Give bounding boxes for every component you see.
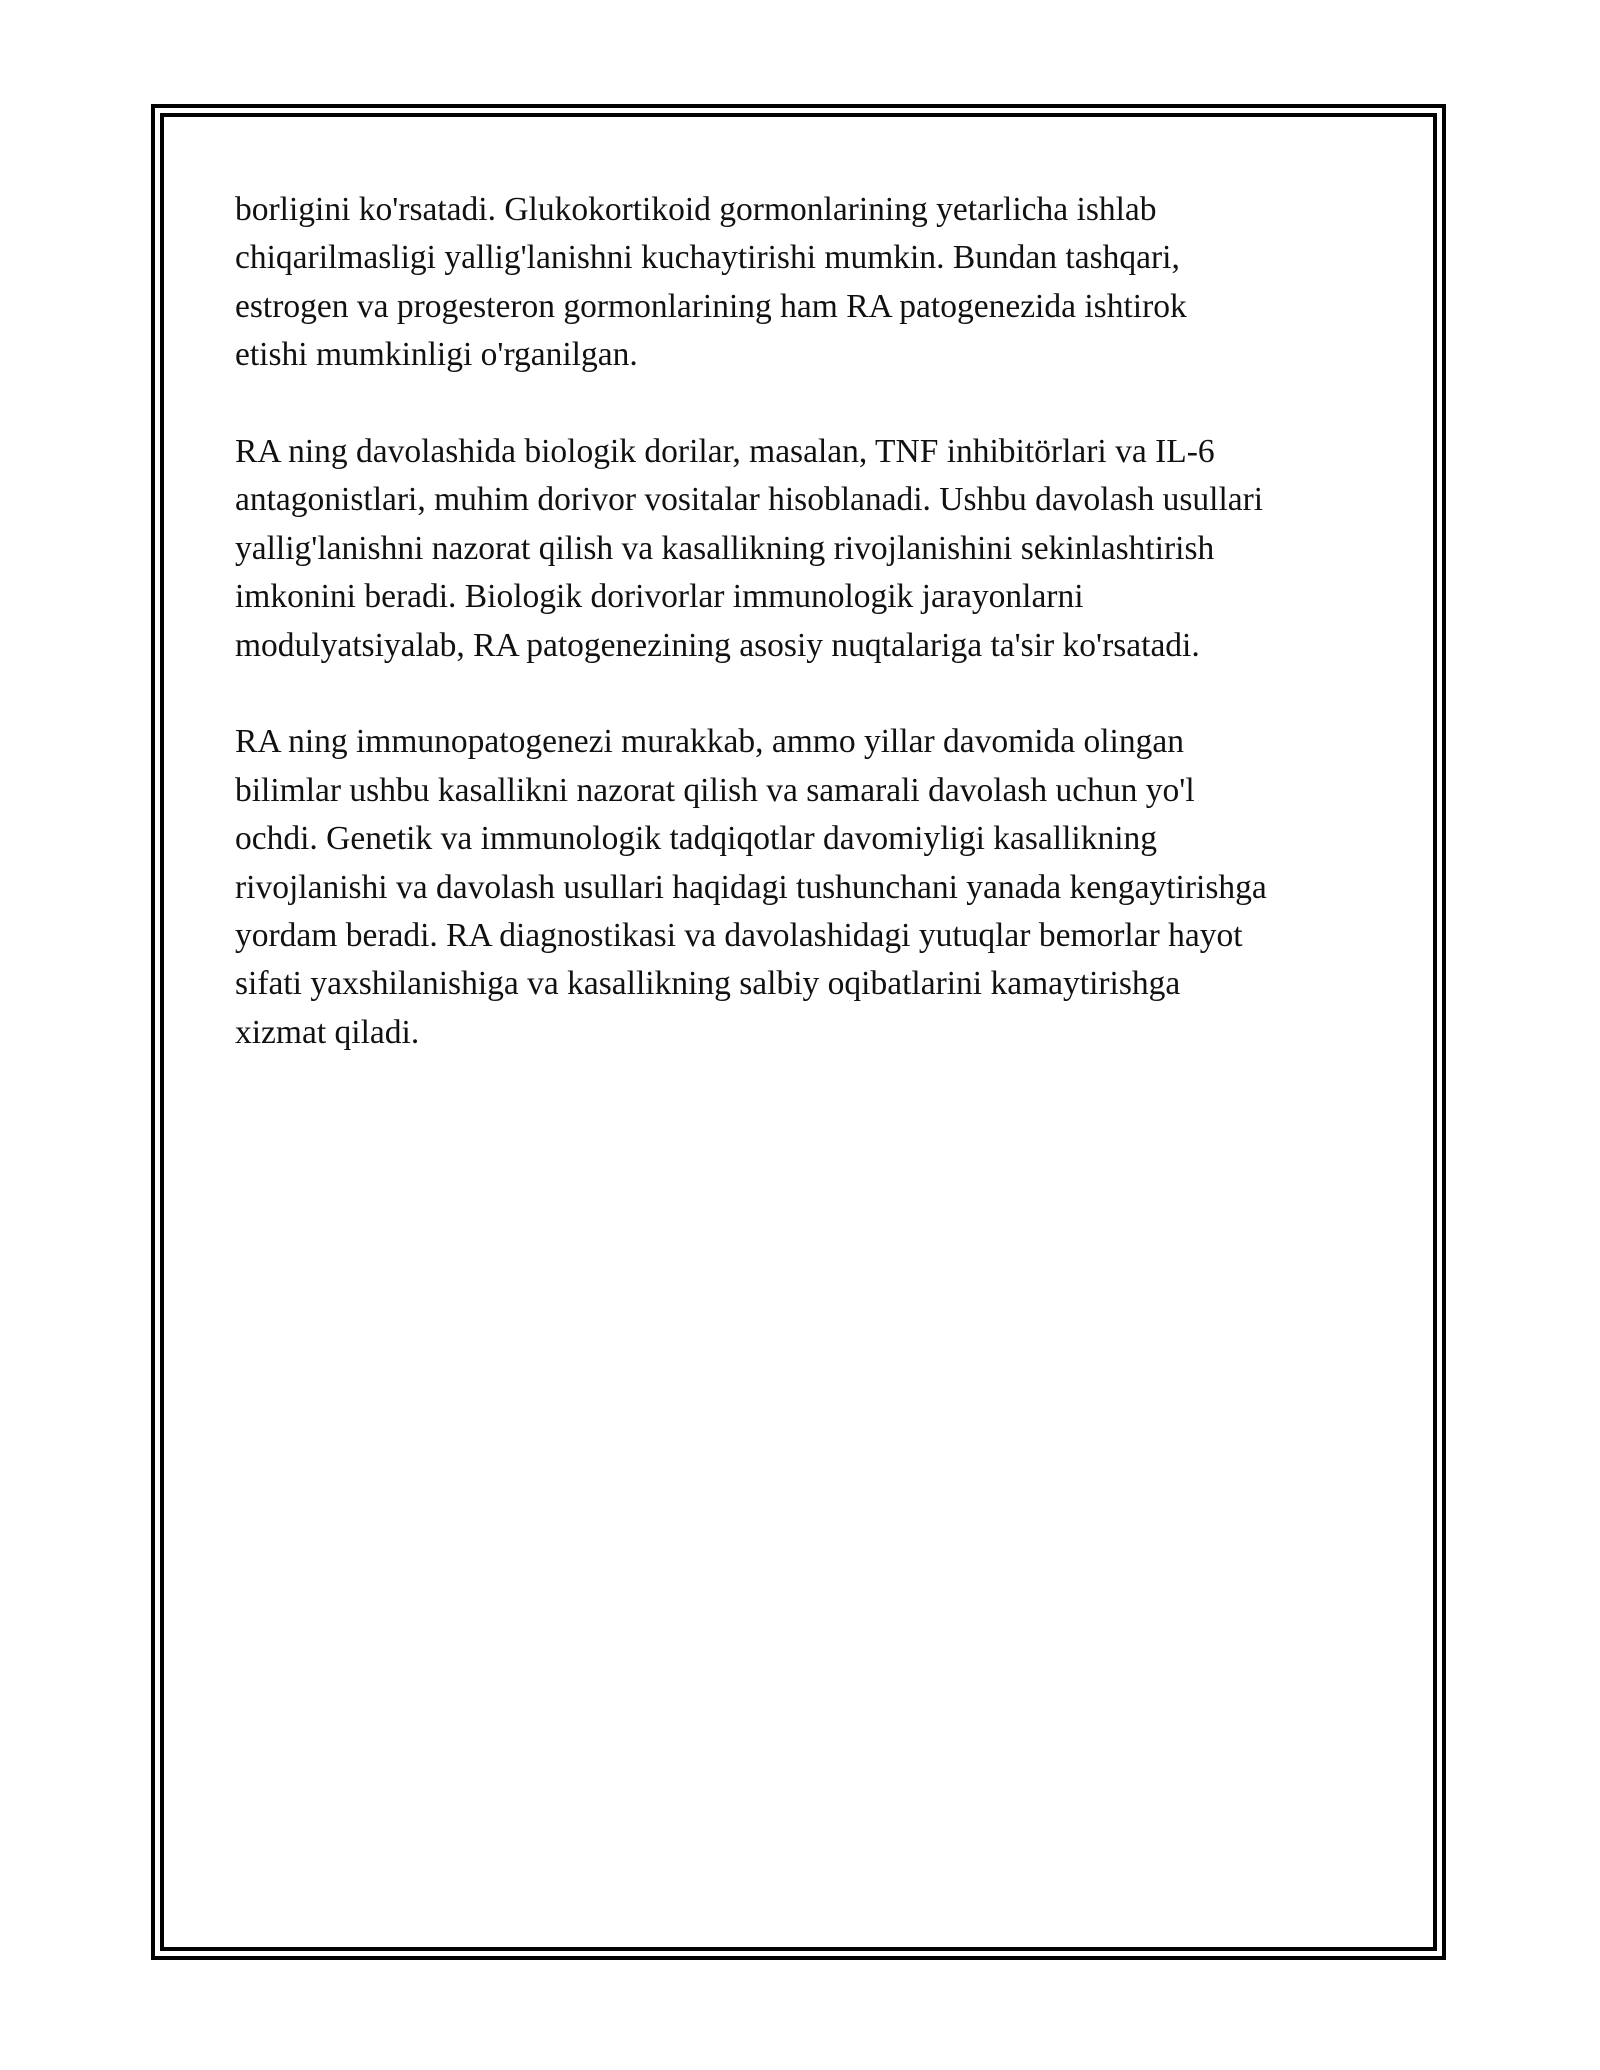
- text-line: ochdi. Genetik va immunologik tadqiqotlar davomiyligi kasallikning: [235, 820, 1158, 858]
- text-line: sifati yaxshilanishiga va kasallikning salbiy oqibatlarini kamaytirishga: [235, 965, 1181, 1003]
- text-line: borligini ko'rsatadi. Glukokortikoid gormonlarining yetarlicha ishlab: [235, 191, 1157, 228]
- text-line: xizmat qiladi.: [235, 1013, 420, 1051]
- paragraph-3: [235, 718, 1370, 1057]
- text-line: yallig'lanishni nazorat qilish va kasallikning rivojlanishini sekinlashtirish: [235, 529, 1215, 567]
- text-line: rivojlanishi va davolash usullari haqidagi tushunchani yanada kengaytirishga: [235, 868, 1267, 906]
- paragraph-2: [235, 428, 1370, 670]
- document-body: [235, 186, 1370, 1106]
- paragraph-1: [235, 186, 1370, 380]
- text-line: chiqarilmasligi yallig'lanishni kuchaytirishi mumkin. Bundan tashqari,: [235, 239, 1180, 277]
- text-line: yordam beradi. RA diagnostikasi va davolashidagi yutuqlar bemorlar hayot: [235, 917, 1243, 955]
- text-line: imkonini beradi. Biologik dorivorlar immunologik jarayonlarni: [235, 578, 1084, 616]
- text-line: estrogen va progesteron gormonlarining ham RA patogenezida ishtirok: [235, 287, 1187, 325]
- text-line: RA ning davolashida biologik dorilar, masalan, TNF inhibitörlari va IL-6: [235, 433, 1215, 471]
- text-line: etishi mumkinligi o'rganilgan.: [235, 336, 638, 374]
- text-line: modulyatsiyalab, RA patogenezining asosiy nuqtalariga ta'sir ko'rsatadi.: [235, 626, 1200, 664]
- text-line: RA ning immunopatogenezi murakkab, ammo yillar davomida olingan: [235, 723, 1184, 761]
- text-line: antagonistlari, muhim dorivor vositalar hisoblanadi. Ushbu davolash usullari: [235, 481, 1264, 519]
- text-line: bilimlar ushbu kasallikni nazorat qilish va samarali davolash uchun yo'l: [235, 771, 1195, 809]
